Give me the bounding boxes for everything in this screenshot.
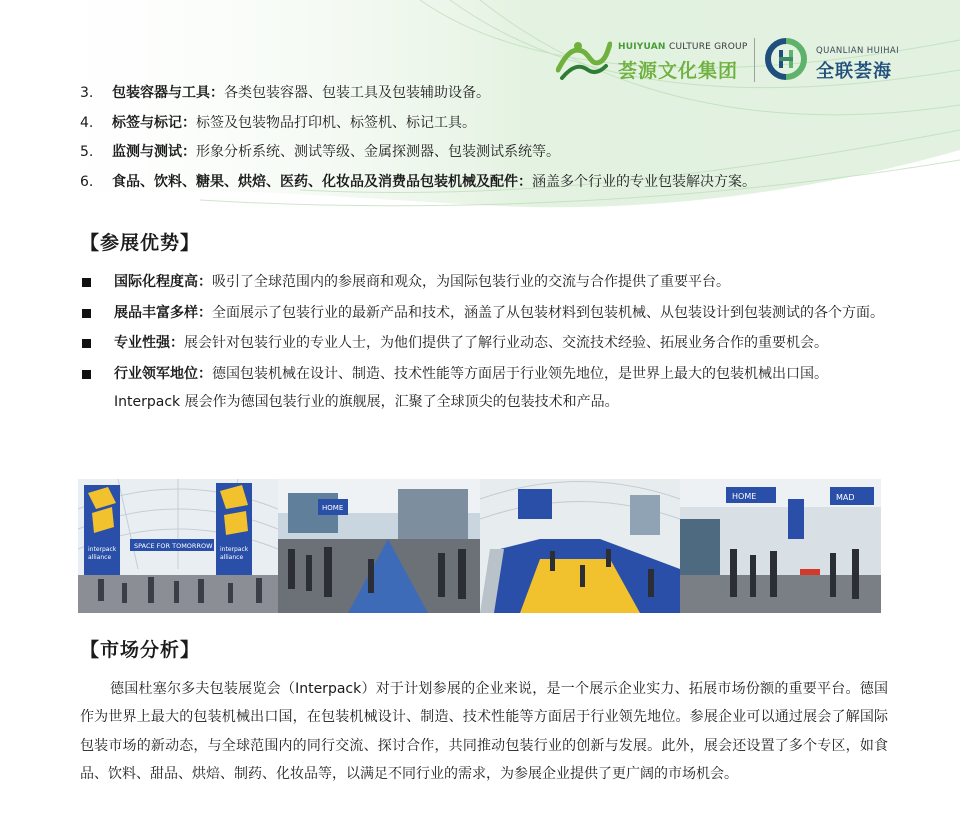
list-item: 6. 食品、饮料、糖果、烘焙、医药、化妆品及消费品包装机械及配件：涵盖多个行业的专业包装解决方案。: [80, 173, 756, 190]
quanlian-chinese-name: 全联荟海: [816, 61, 892, 82]
exhibit-category-list: [80, 80, 900, 198]
logo-divider: [754, 38, 755, 82]
quanlian-english-name: QUANLIAN HUIHAI: [816, 46, 900, 56]
list-item: 国际化程度高：吸引了全球范围内的参展商和观众，为国际包装行业的交流与合作提供了重要平台。: [80, 268, 890, 297]
list-item: 行业领军地位：德国包装机械在设计、制造、技术性能等方面居于行业领先地位，是世界上最大的包装机械出口国。Interpack 展会作为德国包装行业的旗舰展，汇聚了全球顶尖的包装技术和产品。: [80, 360, 890, 417]
square-bullet-icon: [82, 309, 91, 318]
square-bullet-icon: [82, 370, 91, 379]
exhibition-photo-entrance: [78, 479, 278, 613]
svg-text:HOME: HOME: [732, 492, 757, 501]
svg-text:alliance: alliance: [220, 554, 244, 561]
square-bullet-icon: [82, 278, 91, 287]
list-item: 3. 包装容器与工具：各类包装容器、包装工具及包装辅助设备。: [80, 85, 490, 101]
advantages-list: [80, 268, 890, 419]
advantages-heading: 【参展优势】: [80, 232, 201, 254]
svg-text:interpack: interpack: [220, 546, 249, 553]
svg-text:SPACE FOR TOMORROW: SPACE FOR TOMORROW: [134, 542, 213, 550]
svg-text:HOME: HOME: [322, 504, 344, 512]
exhibition-photo-aisle: [278, 479, 480, 613]
market-analysis-paragraph: 德国杜塞尔多夫包装展览会（Interpack）对于计划参展的企业来说，是一个展示企业实力、拓展市场份额的重要平台。德国作为世界上最大的包装机械出口国，在包装机械设计、制造、技术性能等方面居于行业领先地位。参展企业可以通过展会了解国际包装市场的新动态，与全球范围内的同行交流、探讨合作，共同推动包装行业的创新与发展。此外，展会还设置了多个专区，如食品、饮料、甜品、烘焙、制药、化妆品等，以满足不同行业的需求，为参展企业提供了更广阔的市场机会。: [80, 681, 888, 782]
svg-text:alliance: alliance: [88, 554, 112, 561]
market-analysis-heading: 【市场分析】: [80, 639, 201, 661]
square-bullet-icon: [82, 339, 91, 348]
huiyuan-english-name: HUIYUAN CULTURE GROUP: [618, 42, 748, 52]
list-item: 5. 监测与测试：形象分析系统、测试等级、金属探测器、包装测试系统等。: [80, 144, 560, 160]
huiyuan-logo: [556, 34, 746, 86]
exhibition-photo-hall-floor: [480, 479, 680, 613]
quanlian-emblem-icon: [764, 38, 808, 80]
quanlian-logo: [764, 34, 914, 86]
svg-text:interpack: interpack: [88, 546, 117, 553]
list-item: 4. 标签与标记：标签及包装物品打印机、标签机、标记工具。: [80, 114, 476, 131]
header-logos: [556, 34, 916, 86]
list-item: 专业性强：展会针对包装行业的专业人士，为他们提供了了解行业动态、交流技术经验、拓展业务合作的重要机会。: [80, 329, 890, 358]
huiyuan-mountain-icon: [556, 36, 612, 82]
exhibition-photo-booths: [680, 479, 881, 613]
huiyuan-chinese-name: 荟源文化集团: [618, 60, 739, 82]
svg-text:MAD: MAD: [836, 493, 855, 502]
exhibition-photo-strip: [78, 479, 881, 613]
list-item: 展品丰富多样：全面展示了包装行业的最新产品和技术，涵盖了从包装材料到包装机械、从包装设计到包装测试的各个方面。: [80, 299, 890, 328]
